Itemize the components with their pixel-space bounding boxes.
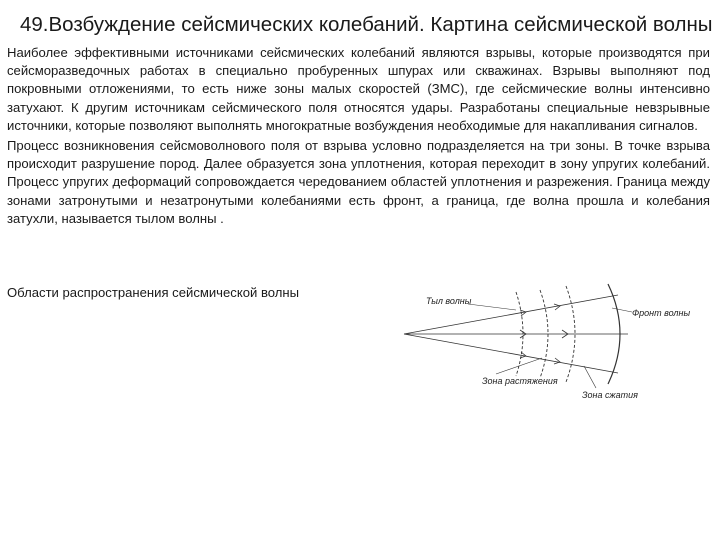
paragraph-zones: Процесс возникновения сейсмоволнового поля от взрыва условно подразделяется на три зоны. В точке взрыва происходит разрушение пород. Далее образуется зона уплотнения, которая переходит в зону упругих колебаний. Процесс упругих деформаций сопровождается чередованием областей уплотнения и разрежения. Граница между зонами затронутыми и незатронутыми колебаниями есть фронт, а граница, где волна прошла и колебания затухли, называется тылом волны .	[7, 138, 710, 226]
arrow-upper-2	[554, 304, 560, 310]
label-rear: Тыл волны	[426, 296, 472, 306]
leader-front	[612, 308, 632, 312]
body-text	[7, 44, 710, 230]
leader-compression	[584, 366, 596, 388]
leader-rarefaction	[496, 358, 542, 374]
arrow-lower-2	[554, 358, 560, 364]
wave-rays	[404, 295, 628, 373]
paragraph-sources: Наиболее эффективными источниками сейсмических колебаний являются взрывы, которые производятся при сейсморазведочных работах в специально пробуренных шпурах или скважинах. Взрывы выполняют под покровными отложениями, то есть ниже зоны малых скоростей (ЗМС), где сейсмические волны интенсивно затухают. К другим источникам сейсмического поля относятся удары. Разработаны специальные невзрывные источники, которые позволяют выполнять многократные возбуждения необходимые для накапливания сигналов.	[7, 45, 710, 133]
slide-title: 49.Возбуждение сейсмических колебаний. Картина сейсмической волны	[20, 13, 713, 36]
label-rarefaction: Зона растяжения	[482, 376, 558, 386]
label-compression: Зона сжатия	[582, 390, 638, 400]
seismic-wave-diagram	[396, 278, 716, 408]
label-front: Фронт волны	[632, 308, 691, 318]
leader-rear	[468, 304, 516, 310]
figure-caption: Области распространения сейсмической волны	[7, 285, 300, 300]
ray-lower	[404, 334, 618, 373]
